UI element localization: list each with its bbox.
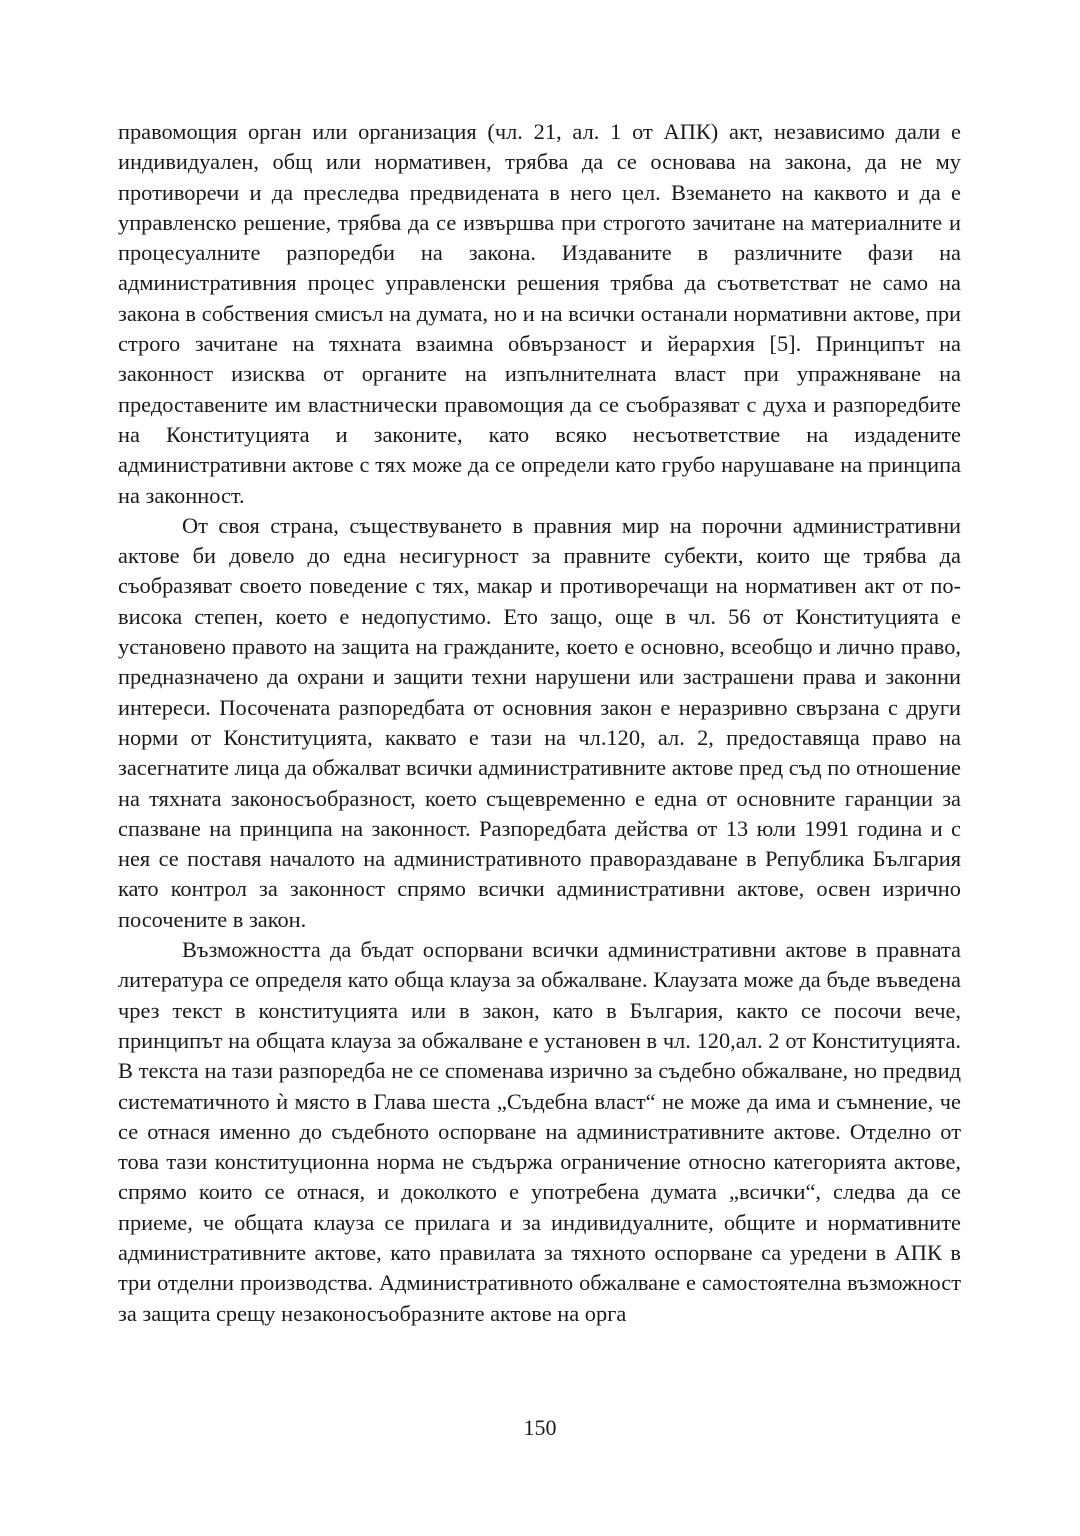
paragraph-3: Възможността да бъдат оспорвани всички административни актове в правната литература се определя като обща клауза за обжалване. Клаузата може да бъде въведена чрез текст в конституцията или в закон, като в България, както се посочи вече, принципът на общата клауза за обжалване е установен в чл. 120,ал. 2 от Конституцията. В текста на тази разпоредба не се споменава изрично за съдебно обжалване, но предвид систематичното ѝ място в Глава шеста „Съдебна власт“ не може да има и съмнение, че се отнася именно до съдебното оспорване на административните актове. Отделно от това тази конституционна норма не съдържа ограничение относно категорията актове, спрямо които се отнася, и доколкото е употребена думата „всички“, следва да се приеме, че общата клауза се прилага и за индивидуалните, общите и нормативните административните актове, като правилата за тяхното оспорване са уредени в АПК в три отделни производства. Административното обжалване е самостоятелна възможност за защита срещу незаконосъобразните актове на орга — [118, 937, 961, 1326]
page-number: 150 — [523, 1415, 557, 1440]
body-text — [118, 117, 961, 1329]
paragraph-1: правомощия орган или организация (чл. 21, ал. 1 от АПК) акт, независимо дали е индивидуален, общ или нормативен, трябва да се основава на закона, да не му противоречи и да преследва предвидената в него цел. Вземането на каквото и да е управленско решение, трябва да се извършва при строгото зачитане на материалните и процесуалните разпоредби на закона. Издаваните в различните фази на административния процес управленски решения трябва да съответстват не само на закона в собствения смисъл на думата, но и на всички останали нормативни актове, при строго зачитане на тяхната взаимна обвързаност и йерархия [5]. Принципът на законност изисква от органите на изпълнителната власт при упражняване на предоставените им властнически правомощия да се съобразяват с духа и разпоредбите на Конституцията и законите, като всяко несъответствие на издадените административни актове с тях може да се определи като грубо нарушаване на принципа на законност. — [118, 119, 961, 508]
paragraph-2: От своя страна, съществуването в правния мир на порочни административни актове би довело до една несигурност за правните субекти, които ще трябва да съобразяват своето поведение с тях, макар и противоречащи на нормативен акт от по-висока степен, което е недопустимо. Ето защо, още в чл. 56 от Конституцията е установено правото на защита на гражданите, което е основно, всеобщо и лично право, предназначено да охрани и защити техни нарушени или застрашени права и законни интереси. Посочената разпоредбата от основния закон е неразривно свързана с други норми от Конституцията, каквато е тази на чл.120, ал. 2, предоставяща право на засегнатите лица да обжалват всички административните актове пред съд по отношение на тяхната законосъобразност, което същевременно е една от основните гаранции за спазване на принципа на законност. Разпоредбата действа от 13 юли 1991 година и с нея се поставя началото на административното правораздаване в Република България като контрол за законност спрямо всички административни актове, освен изрично посочените в закон. — [118, 512, 961, 932]
